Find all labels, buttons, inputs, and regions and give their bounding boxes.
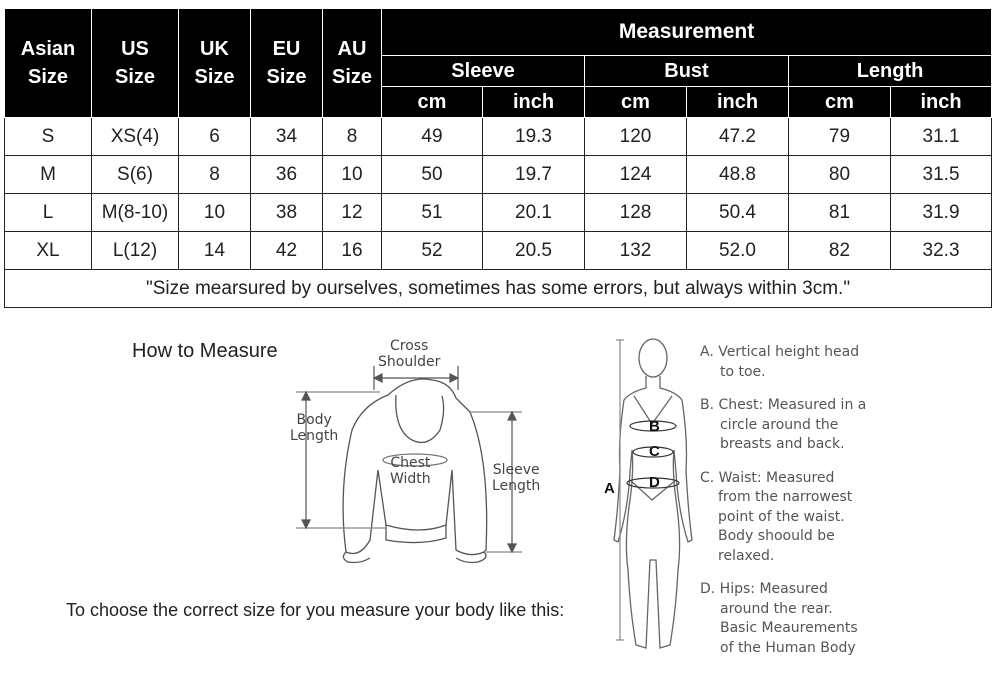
header-eu-size: EU Size — [251, 9, 323, 118]
how-to-measure-title: How to Measure — [132, 340, 278, 362]
table-row — [5, 232, 992, 270]
table-cell: XL — [5, 232, 92, 270]
table-cell: 31.1 — [891, 118, 992, 156]
header-asian-size: Asian Size — [5, 9, 92, 118]
table-cell: 32.3 — [891, 232, 992, 270]
table-cell: 50.4 — [687, 194, 789, 232]
table-cell: 38 — [251, 194, 323, 232]
note-b: B. Chest: Measured in a circle around the breasts and back. — [700, 397, 867, 452]
table-cell: 34 — [251, 118, 323, 156]
table-cell: 20.1 — [483, 194, 585, 232]
table-cell: 10 — [179, 194, 251, 232]
table-cell: 120 — [585, 118, 687, 156]
header-au-size: AU Size — [323, 9, 382, 118]
table-row — [5, 156, 992, 194]
table-cell: 52.0 — [687, 232, 789, 270]
table-cell: 52 — [382, 232, 483, 270]
header-unit: cm — [382, 87, 483, 118]
body-length-label: Body Length — [290, 412, 339, 444]
table-row — [5, 118, 992, 156]
table-cell: 124 — [585, 156, 687, 194]
table-cell: 48.8 — [687, 156, 789, 194]
table-cell: 80 — [789, 156, 891, 194]
sleeve-length-label: Sleeve Length — [492, 462, 541, 494]
header-bust: Bust — [585, 56, 789, 87]
table-cell: S — [5, 118, 92, 156]
header-length: Length — [789, 56, 992, 87]
table-cell: 128 — [585, 194, 687, 232]
table-row — [5, 194, 992, 232]
size-chart-table — [4, 8, 992, 308]
table-cell: 47.2 — [687, 118, 789, 156]
figure-letter-b: B — [649, 418, 660, 435]
table-cell: 50 — [382, 156, 483, 194]
measurement-notes — [700, 343, 1000, 672]
table-cell: 19.3 — [483, 118, 585, 156]
table-cell: 6 — [179, 118, 251, 156]
table-cell: 14 — [179, 232, 251, 270]
table-cell: 19.7 — [483, 156, 585, 194]
header-unit: inch — [687, 87, 789, 118]
table-cell: M — [5, 156, 92, 194]
table-cell: 12 — [323, 194, 382, 232]
table-cell: 10 — [323, 156, 382, 194]
table-cell: 8 — [179, 156, 251, 194]
table-cell: 51 — [382, 194, 483, 232]
header-measurement: Measurement — [382, 9, 992, 56]
figure-letter-c: C — [649, 443, 660, 460]
header-unit: cm — [585, 87, 687, 118]
table-cell: L(12) — [92, 232, 179, 270]
size-note: "Size mearsured by ourselves, sometimes has some errors, but always within 3cm." — [5, 270, 992, 308]
table-cell: L — [5, 194, 92, 232]
note-d: D. Hips: Measured around the rear. Basic Meaurements of the Human Body — [700, 581, 858, 656]
table-cell: 42 — [251, 232, 323, 270]
table-cell: 20.5 — [483, 232, 585, 270]
table-cell: 31.5 — [891, 156, 992, 194]
header-uk-size: UK Size — [179, 9, 251, 118]
table-cell: S(6) — [92, 156, 179, 194]
figure-letter-d: D — [649, 474, 660, 491]
header-sleeve: Sleeve — [382, 56, 585, 87]
cross-shoulder-label: Cross Shoulder — [378, 338, 441, 370]
choose-size-instruction: To choose the correct size for you measure your body like this: — [66, 600, 565, 620]
table-cell: 132 — [585, 232, 687, 270]
table-cell: 81 — [789, 194, 891, 232]
header-unit: inch — [891, 87, 992, 118]
table-cell: 79 — [789, 118, 891, 156]
header-us-size: US Size — [92, 9, 179, 118]
table-cell: 49 — [382, 118, 483, 156]
table-cell: 8 — [323, 118, 382, 156]
table-cell: 36 — [251, 156, 323, 194]
table-cell: 16 — [323, 232, 382, 270]
table-cell: XS(4) — [92, 118, 179, 156]
note-a: A. Vertical height head to toe. — [700, 344, 860, 380]
chest-width-label: Chest Width — [390, 455, 431, 487]
table-cell: 82 — [789, 232, 891, 270]
table-cell: 31.9 — [891, 194, 992, 232]
figure-letter-a: A — [604, 480, 615, 497]
note-c: C. Waist: Measured from the narrowest point of the waist. Body shoould be relaxed. — [700, 469, 853, 564]
table-cell: M(8-10) — [92, 194, 179, 232]
header-unit: cm — [789, 87, 891, 118]
figure-measure-lines — [616, 340, 679, 640]
header-unit: inch — [483, 87, 585, 118]
human-figure — [614, 339, 692, 648]
